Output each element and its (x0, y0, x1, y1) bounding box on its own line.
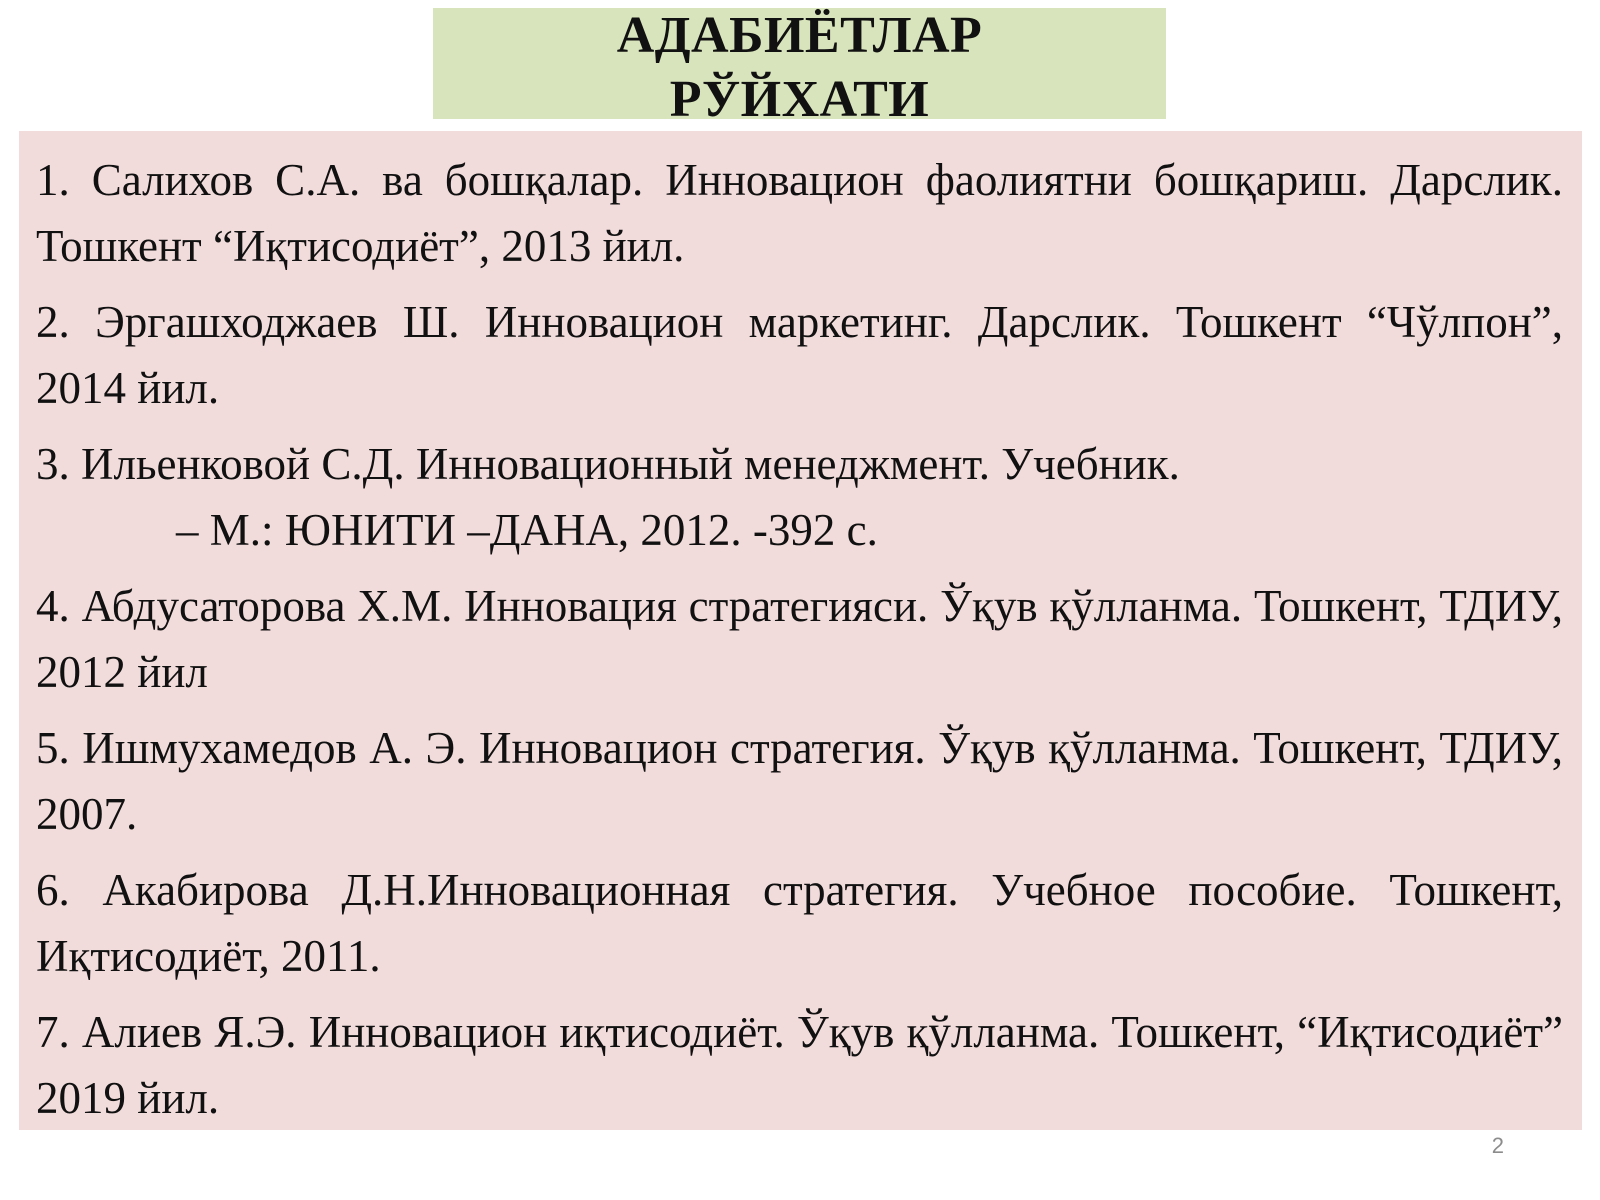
reference-item-3-line-2: – М.: ЮНИТИ –ДАНА, 2012. -392 с. (176, 505, 878, 555)
reference-item-3-line-1: 3. Ильенковой С.Д. Инновационный менеджмент. Учебник. (36, 439, 1180, 489)
reference-item-2: 2. Эргашходжаев Ш. Инновацион маркетинг. Дарслик. Тошкент “Чўлпон”, 2014 йил. (36, 297, 1563, 413)
slide-title-line-1: АДАБИЁТЛАР (616, 7, 983, 64)
reference-item-6: 6. Акабирова Д.Н.Инновационная стратегия. Учебное пособие. Тошкент, Иқтисодиёт, 2011. (36, 865, 1563, 981)
slide-title-box (433, 7, 1166, 128)
references-box (19, 131, 1582, 1130)
reference-item-5: 5. Ишмухамедов А. Э. Инновацион стратегия. Ўқув қўлланма. Тошкент, ТДИУ, 2007. (36, 723, 1563, 839)
reference-item-3 (36, 431, 1563, 563)
page-number: 2 (1491, 1133, 1504, 1158)
slide-title-line-2: РЎЙХАТИ (669, 71, 930, 128)
reference-item-7: 7. Алиев Я.Э. Инновацион иқтисодиёт. Ўқув қўлланма. Тошкент, “Иқтисодиёт” 2019 йил. (36, 1007, 1563, 1123)
reference-item-4: 4. Абдусаторова Х.М. Инновация стратегияси. Ўқув қўлланма. Тошкент, ТДИУ, 2012 йил (36, 581, 1563, 697)
reference-item-1: 1. Салихов С.А. ва бошқалар. Инновацион фаолиятни бошқариш. Дарслик. Тошкент “Иқтисодиёт”, 2013 йил. (36, 155, 1563, 271)
